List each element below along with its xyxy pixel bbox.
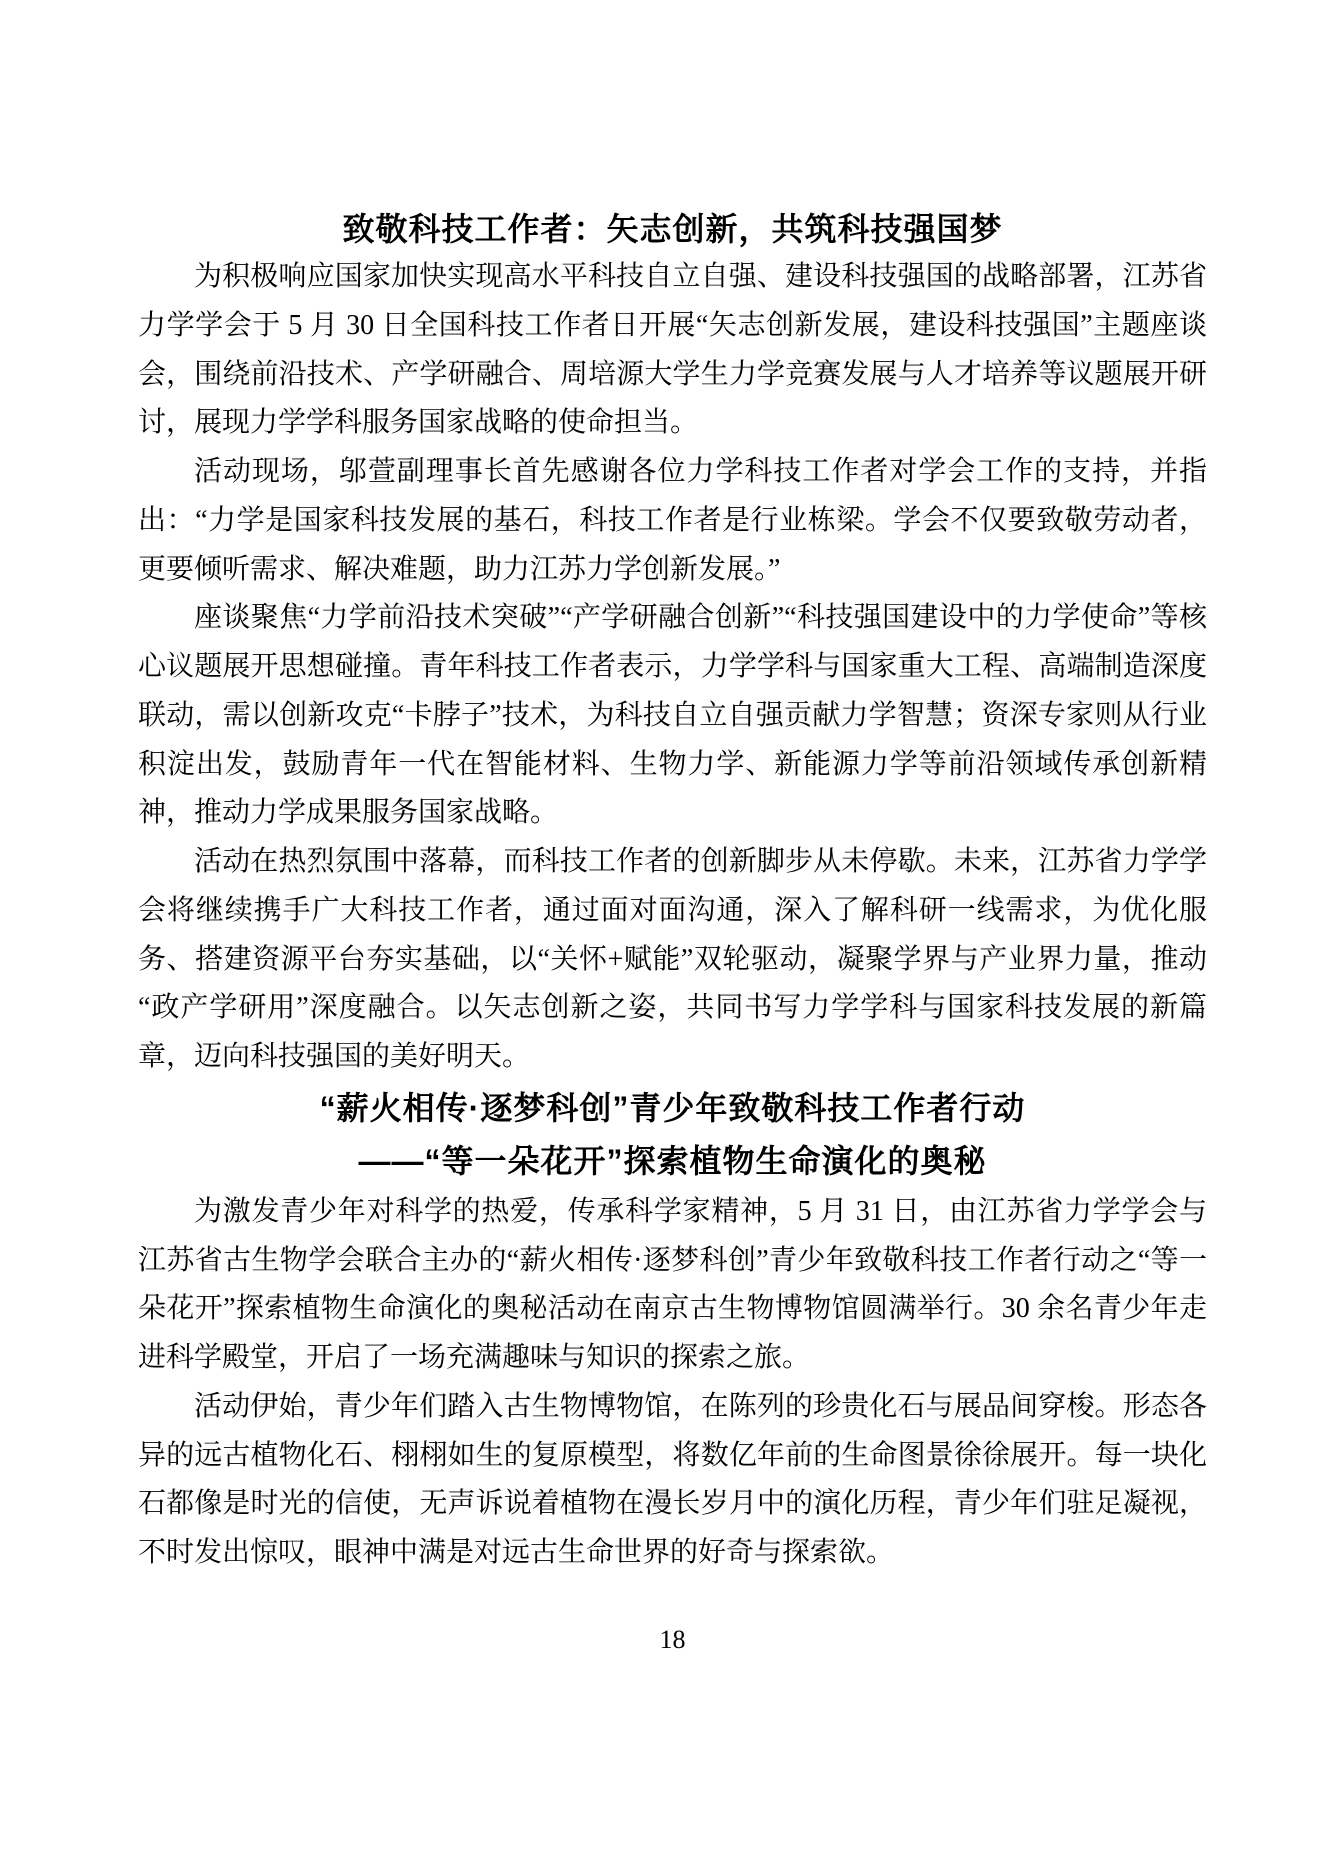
page-number: 18 xyxy=(659,1624,686,1654)
article2-paragraph-1: 为激发青少年对科学的热爱，传承科学家精神，5 月 31 日，由江苏省力学学会与江苏省古生物学会联合主办的“薪火相传·逐梦科创”青少年致敬科技工作者行动之“等一朵花开”探索植物生命演化的奥秘活动在南京古生物博物馆圆满举行。30 余名青少年走进科学殿堂，开启了一场充满趣味与知识的探索之旅。 xyxy=(138,1195,1207,1373)
article1-paragraph-1: 为积极响应国家加快实现高水平科技自立自强、建设科技强国的战略部署，江苏省力学学会于 5 月 30 日全国科技工作者日开展“矢志创新发展，建设科技强国”主题座谈会，围绕前沿技术、产学研融合、周培源大学生力学竞赛发展与人才培养等议题展开研讨，展现力学学科服务国家战略的使命担当。 xyxy=(138,261,1207,439)
article2-title xyxy=(138,1082,1207,1188)
article1-paragraph-3: 座谈聚焦“力学前沿技术突破”“产学研融合创新”“科技强国建设中的力学使命”等核心议题展开思想碰撞。青年科技工作者表示，力学学科与国家重大工程、高端制造深度联动，需以创新攻克“卡脖子”技术，为科技自立自强贡献力学智慧；资深专家则从行业积淀出发，鼓励青年一代在智能材料、生物力学、新能源力学等前沿领域传承创新精神，推动力学成果服务国家战略。 xyxy=(138,602,1207,829)
article1-paragraph-2: 活动现场，邬萱副理事长首先感谢各位力学科技工作者对学会工作的支持，并指出：“力学是国家科技发展的基石，科技工作者是行业栋梁。学会不仅要致敬劳动者，更要倾听需求、解决难题，助力江苏力学创新发展。” xyxy=(138,456,1207,585)
article2-title-line1: “薪火相传·逐梦科创”青少年致敬科技工作者行动 xyxy=(319,1089,1026,1126)
article1-paragraph-4: 活动在热烈氛围中落幕，而科技工作者的创新脚步从未停歇。未来，江苏省力学学会将继续携手广大科技工作者，通过面对面沟通，深入了解科研一线需求，为优化服务、搭建资源平台夯实基础，以“关怀+赋能”双轮驱动，凝聚学界与产业界力量，推动“政产学研用”深度融合。以矢志创新之姿，共同书写力学学科与国家科技发展的新篇章，迈向科技强国的美好明天。 xyxy=(138,846,1207,1072)
article2-paragraph-2: 活动伊始，青少年们踏入古生物博物馆，在陈列的珍贵化石与展品间穿梭。形态各异的远古植物化石、栩栩如生的复原模型，将数亿年前的生命图景徐徐展开。每一块化石都像是时光的信使，无声诉说着植物在漫长岁月中的演化历程，青少年们驻足凝视，不时发出惊叹，眼神中满是对远古生命世界的好奇与探索欲。 xyxy=(138,1390,1207,1568)
article2-title-line2: ——“等一朵花开”探索植物生命演化的奥秘 xyxy=(358,1142,987,1179)
article1-title: 致敬科技工作者：矢志创新，共筑科技强国梦 xyxy=(342,211,1003,247)
